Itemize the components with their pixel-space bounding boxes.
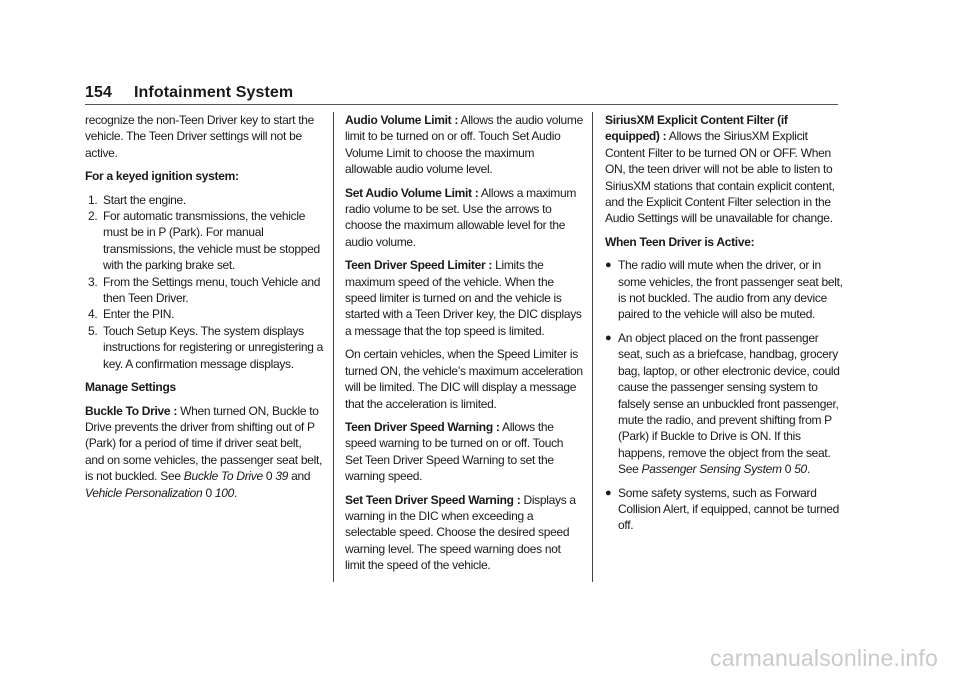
list-item: ● An object placed on the front passenger seat, such as a briefcase, handbag, grocery bag, laptop, or other electronic device, could cause the passenger sensing system to falsely sense an unbuckled front passenger, mute the radio, and prevent shifting from P (Park) if Buckle to Drive is ON. If this happens, remove the object from the seat. See Passenger Sensing System 0 50. bbox=[605, 330, 840, 477]
buckle-to-drive-paragraph: Buckle To Drive : When turned ON, Buckle to Drive prevents the driver from shifting out of P (Park) for a period of time if driver seat belt, and on some vehicles, the passenger seat belt, is not buckled. See Buckle To Drive 0 39 and Vehicle Personalization 0 100. bbox=[85, 403, 323, 500]
list-item: ● Some safety systems, such as Forward Collision Alert, if equipped, cannot be turned off. bbox=[605, 485, 840, 533]
list-item: 5. Touch Setup Keys. The system displays instructions for registering or unregistering a key. A confirmation message displays. bbox=[88, 323, 324, 371]
page-header bbox=[85, 84, 293, 102]
buckle-to-drive-label: Buckle To Drive : bbox=[85, 403, 178, 418]
page-ref-arrow-icon: 0 bbox=[205, 485, 212, 500]
bullet-icon: ● bbox=[605, 259, 612, 272]
keyed-ignition-heading: For a keyed ignition system: bbox=[85, 169, 239, 184]
column-middle bbox=[345, 112, 583, 581]
intro-paragraph: recognize the non-Teen Driver key to start the vehicle. The Teen Driver settings will not be active. bbox=[85, 113, 314, 160]
xref-vehicle-personalization[interactable]: Vehicle Personalization 0 100 bbox=[85, 485, 234, 500]
setting-paragraph: Audio Volume Limit : Allows the audio volume limit to be turned on or off. Touch Set Audio Volume Limit to choose the maximum allowable audio volume level. bbox=[345, 113, 583, 177]
column-right bbox=[605, 112, 843, 541]
setting-paragraph: Teen Driver Speed Limiter : Limits the maximum speed of the vehicle. When the speed limiter is turned on and the vehicle is started with a Teen Driver key, the DIC displays a message that the top speed is limited. bbox=[345, 258, 582, 338]
column-divider bbox=[592, 112, 593, 582]
header-rule bbox=[85, 104, 838, 105]
list-item: 4. Enter the PIN. bbox=[88, 307, 175, 322]
bullet-icon: ● bbox=[605, 331, 612, 344]
setting-paragraph: Teen Driver Speed Warning : Allows the speed warning to be turned on or off. Touch Set Teen Driver Speed Warning to set the warning speed. bbox=[345, 419, 564, 484]
setting-paragraph: Set Teen Driver Speed Warning : Displays a warning in the DIC when exceeding a selectable speed. Choose the desired speed warning level. The speed warning does not limit the speed of the vehicle. bbox=[345, 492, 576, 573]
page-number: 154 bbox=[85, 84, 112, 101]
page-ref-arrow-icon: 0 bbox=[265, 469, 273, 484]
bullet-icon: ● bbox=[605, 486, 612, 499]
column-left bbox=[85, 112, 323, 508]
setup-steps-list bbox=[85, 192, 323, 372]
list-item: ● The radio will mute when the driver, or in some vehicles, the front passenger seat belt, is not buckled. The audio from any device paired to the vehicle will also be muted. bbox=[605, 258, 843, 322]
list-item: 3. From the Settings menu, touch Vehicle and then Teen Driver. bbox=[88, 274, 321, 306]
xref-buckle-to-drive[interactable]: Buckle To Drive 0 39 bbox=[183, 469, 289, 484]
list-item: 2. For automatic transmissions, the vehicle must be in P (Park). For manual transmissions, the vehicle must be stopped with the parking brake set. bbox=[88, 209, 320, 273]
list-item: 1. Start the engine. bbox=[88, 192, 186, 207]
column-divider bbox=[333, 112, 334, 582]
section-title: Infotainment System bbox=[134, 84, 294, 101]
teen-driver-active-heading: When Teen Driver is Active: bbox=[605, 234, 755, 249]
watermark: carmanualsonline.info bbox=[710, 645, 938, 671]
xref-passenger-sensing[interactable]: Passenger Sensing System 0 50 bbox=[641, 462, 807, 477]
siriusxm-filter-paragraph: SiriusXM Explicit Content Filter (if equipped) : Allows the SiriusXM Explicit Content Filter to be turned ON or OFF. When ON, the teen driver will not be able to listen to SiriusXM stations that contain explicit content, and the Explicit Content Filter selection in the Audio Settings will be unavailable for change. bbox=[605, 113, 835, 226]
setting-paragraph: Set Audio Volume Limit : Allows a maximum radio volume to be set. Use the arrows to choose the maximum allowable level for the audio volume. bbox=[345, 185, 577, 249]
setting-paragraph: On certain vehicles, when the Speed Limiter is turned ON, the vehicle’s maximum acceleration will be limited. The DIC will display a message that the acceleration is limited. bbox=[345, 347, 583, 411]
page-ref-arrow-icon: 0 bbox=[784, 462, 792, 477]
active-notes-list bbox=[605, 257, 843, 534]
manage-settings-heading: Manage Settings bbox=[85, 380, 176, 395]
